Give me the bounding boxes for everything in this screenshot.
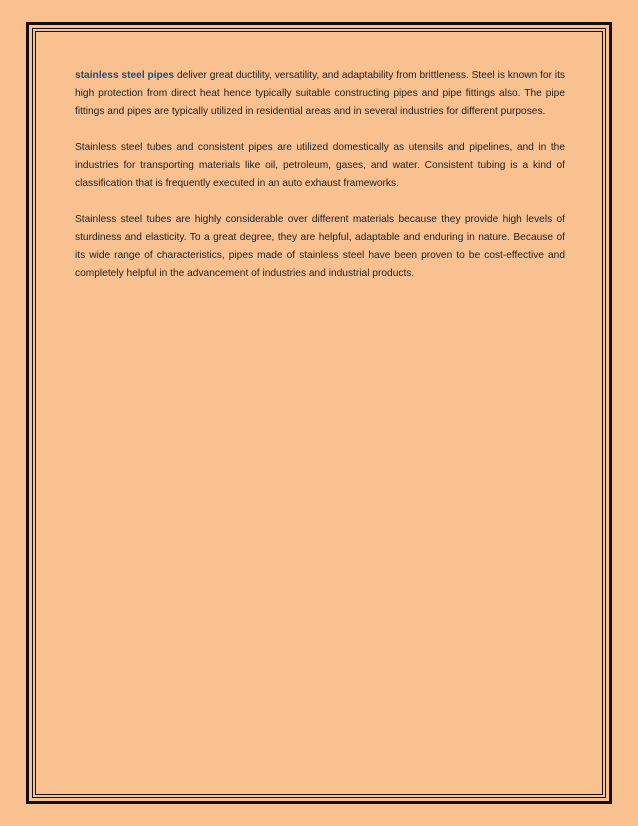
paragraph-1-text: deliver great ductility, versatility, and adaptability from brittleness. Steel is known for its high protection from direct heat hence typically suitable constructing pipes and pipe fittings also. The pipe fittings and pipes are typically utilized in residential areas and in several industries for different purposes. (75, 70, 565, 117)
document-body (75, 67, 565, 301)
paragraph-3: Stainless steel tubes are highly considerable over different materials because they provide high levels of sturdiness and elasticity. To a great degree, they are helpful, adaptable and enduring in nature. Because of its wide range of characteristics, pipes made of stainless steel have been proven to be cost-effective and completely helpful in the advancement of industries and industrial products. (75, 214, 565, 279)
stainless-steel-pipes-link[interactable]: stainless steel pipes (75, 70, 175, 81)
paragraph-2: Stainless steel tubes and consistent pipes are utilized domestically as utensils and pipelines, and in the industries for transporting materials like oil, petroleum, gases, and water. Consistent tubing is a kind of classification that is frequently executed in an auto exhaust frameworks. (75, 142, 565, 189)
paragraph-1 (75, 67, 565, 121)
